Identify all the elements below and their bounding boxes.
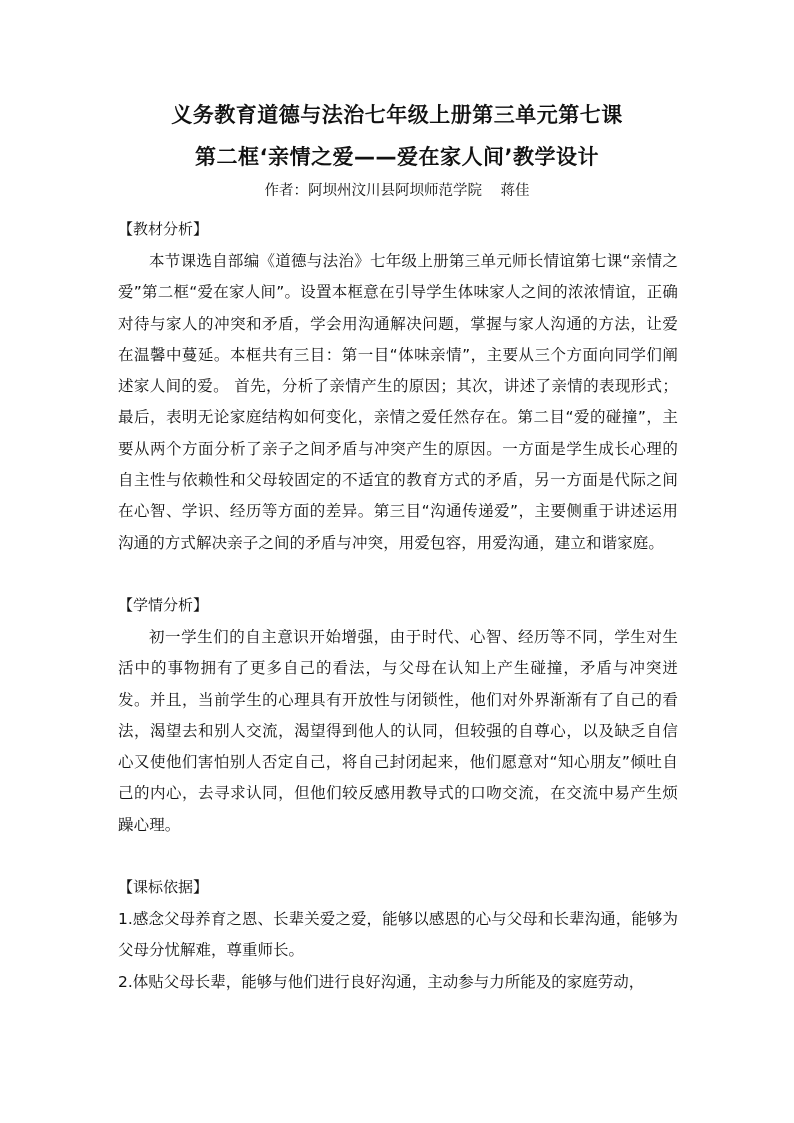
section-gap [118,559,678,594]
section-paragraph: 初一学生们的自主意识开始增强，由于时代、心智、经历等不同，学生对生活中的事物拥有了更多自己的看法，与父母在认知上产生碰撞，矛盾与冲突迸发。并且，当前学生的心理具有开放性与闭锁性，他们对外界渐渐有了自己的看法，渴望去和别人交流，渴望得到他人的认同，但较强的自尊心，以及缺乏自信心又使他们害怕别人否定自己，将自己封闭起来，他们愿意对“知心朋友”倾吐自己的内心，去寻求认同，但他们较反感用教导式的口吻交流，在交流中易产生烦躁心理。 [118,627,678,834]
section-gap [118,841,678,876]
section-heading: 【教材分析】 [118,220,209,238]
document-title: 义务教育道德与法治七年级上册第三单元第七课 [171,103,623,127]
document-body [118,218,678,998]
section-curriculum-basis [118,876,678,998]
section-student-analysis [118,594,678,841]
section-paragraph: 本节课选自部编《道德与法治》七年级上册第三单元师长情谊第七课“亲情之爱”第二框“爱在家人间”。设置本框意在引导学生体味家人之间的浓浓情谊，正确对待与家人的冲突和矛盾，学会用沟通解决问题，掌握与家人沟通的方法，让爱在温馨中蔓延。本框共有三目：第一目“体味亲情”，主要从三个方面向同学们阐述家人间的爱。 首先，分析了亲情产生的原因；其次，讲述了亲情的表现形式；最后，表明无论家庭结构如何变化，亲情之爱任然存在。第二目“爱的碰撞”，主要从两个方面分析了亲子之间矛盾与冲突产生的原因。一方面是学生成长心理的自主性与依赖性和父母较固定的不适宜的教育方式的矛盾，另一方面是代际之间在心智、学识、经历等方面的差异。第三目“沟通传递爱”，主要侧重于讲述运用沟通的方式解决亲子之间的矛盾与冲突，用爱包容，用爱沟通，建立和谐家庭。 [118,252,678,552]
list-item: 2.体贴父母长辈，能够与他们进行良好沟通，主动参与力所能及的家庭劳动， [118,972,645,991]
author-line: 作者：阿坝州汶川县阿坝师范学院 蒋佳 [264,183,530,199]
section-textbook-analysis [118,218,678,559]
document-subtitle: 第二框‘亲情之爱——爱在家人间’教学设计 [195,145,599,169]
title-block [0,100,794,202]
list-item: 1.感念父母养育之恩、长辈关爱之爱，能够以感恩的心与父母和长辈沟通，能够为父母分忧解难，尊重师长。 [118,910,678,960]
section-heading: 【学情分析】 [118,595,209,614]
section-heading: 【课标依据】 [118,878,209,897]
